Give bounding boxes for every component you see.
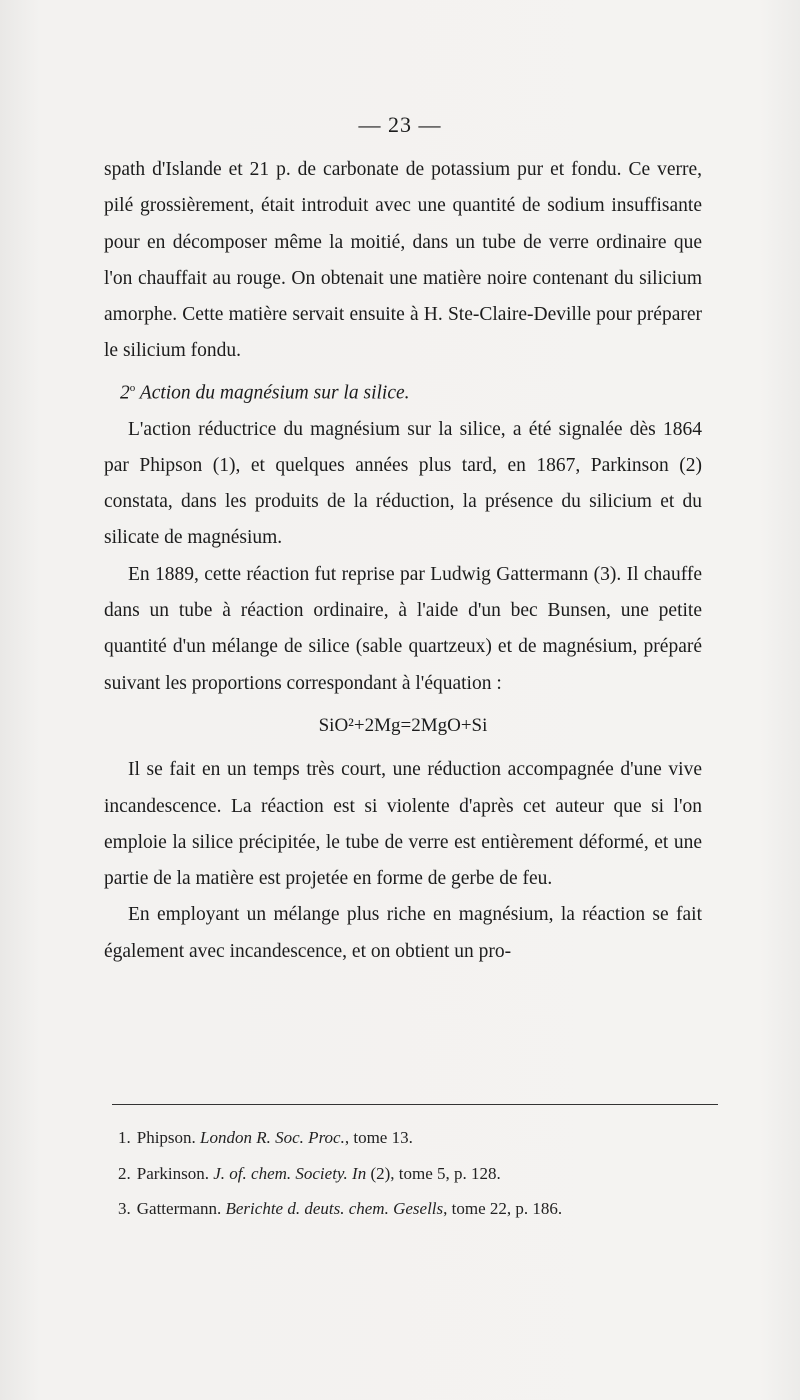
body-text (104, 152, 702, 970)
footnote-rest: (2), tome 5, p. 128. (366, 1163, 501, 1183)
footnote-author: Gattermann. (136, 1199, 222, 1218)
footnote-number: 3. (118, 1199, 131, 1218)
section-heading-text: Action du magnésium sur la silice. (139, 382, 410, 404)
footnote-journal: Berichte d. deuts. chem. Gesells (225, 1199, 444, 1218)
footnote-author: Phipson. (136, 1128, 196, 1147)
footnote (118, 1191, 720, 1227)
section-heading (104, 370, 702, 412)
paragraph: L'action réductrice du magnésium sur la silice, a été signalée dès 1864 par Phipson (1), et quelques années plus tard, en 1867, Parkinson (2) constata, dans les produits de la réduction, la présence du silicium et du silicate de magnésium. (104, 418, 702, 549)
paragraph: En 1889, cette réaction fut reprise par Ludwig Gattermann (3). Il chauffe dans un tube à réaction ordinaire, à l'aide d'un bec Bunsen, une petite quantité d'un mélange de silice (sable quartzeux) et de magnésium, préparé suivant les proportions correspondant à l'équation : (104, 563, 702, 694)
section-heading-degree: o (129, 381, 136, 394)
footnote-divider (112, 1104, 718, 1105)
footnote-number: 2. (118, 1163, 131, 1183)
footnotes (118, 1120, 720, 1227)
footnote (118, 1156, 720, 1192)
paragraph: En employant un mélange plus riche en magnésium, la réaction se fait également avec incandescence, et on obtient un pro- (104, 904, 702, 962)
footnote-rest: , tome 13. (344, 1128, 413, 1147)
footnote-rest: , tome 22, p. 186. (443, 1199, 563, 1218)
footnote-number: 1. (118, 1128, 131, 1147)
paragraph: spath d'Islande et 21 p. de carbonate de potassium pur et fondu. Ce verre, pilé grossièrement, était introduit avec une quantité de sodium insuffisante pour en décomposer même la moitié, dans un tube de verre ordinaire que l'on chauffait au rouge. On obtenait une matière noire contenant du silicium amorphe. Cette matière servait ensuite à H. Ste-Claire-Deville pour préparer le silicium fondu. (104, 159, 702, 362)
paragraph: Il se fait en un temps très court, une réduction accompagnée d'une vive incandescence. La réaction est si violente d'après cet auteur que si l'on emploie la silice précipitée, le tube de verre est entièrement déformé, et une partie de la matière est projetée en forme de gerbe de feu. (104, 759, 702, 890)
footnote (118, 1120, 720, 1156)
footnote-journal: London R. Soc. Proc. (200, 1128, 345, 1147)
page-number: — 23 — (358, 112, 442, 137)
footnote-journal: J. of. chem. Society. In (213, 1163, 367, 1183)
section-heading-number: 2 (120, 382, 130, 404)
equation: SiO²+2Mg=2MgO+Si (318, 714, 488, 736)
footnote-author: Parkinson. (136, 1163, 209, 1183)
